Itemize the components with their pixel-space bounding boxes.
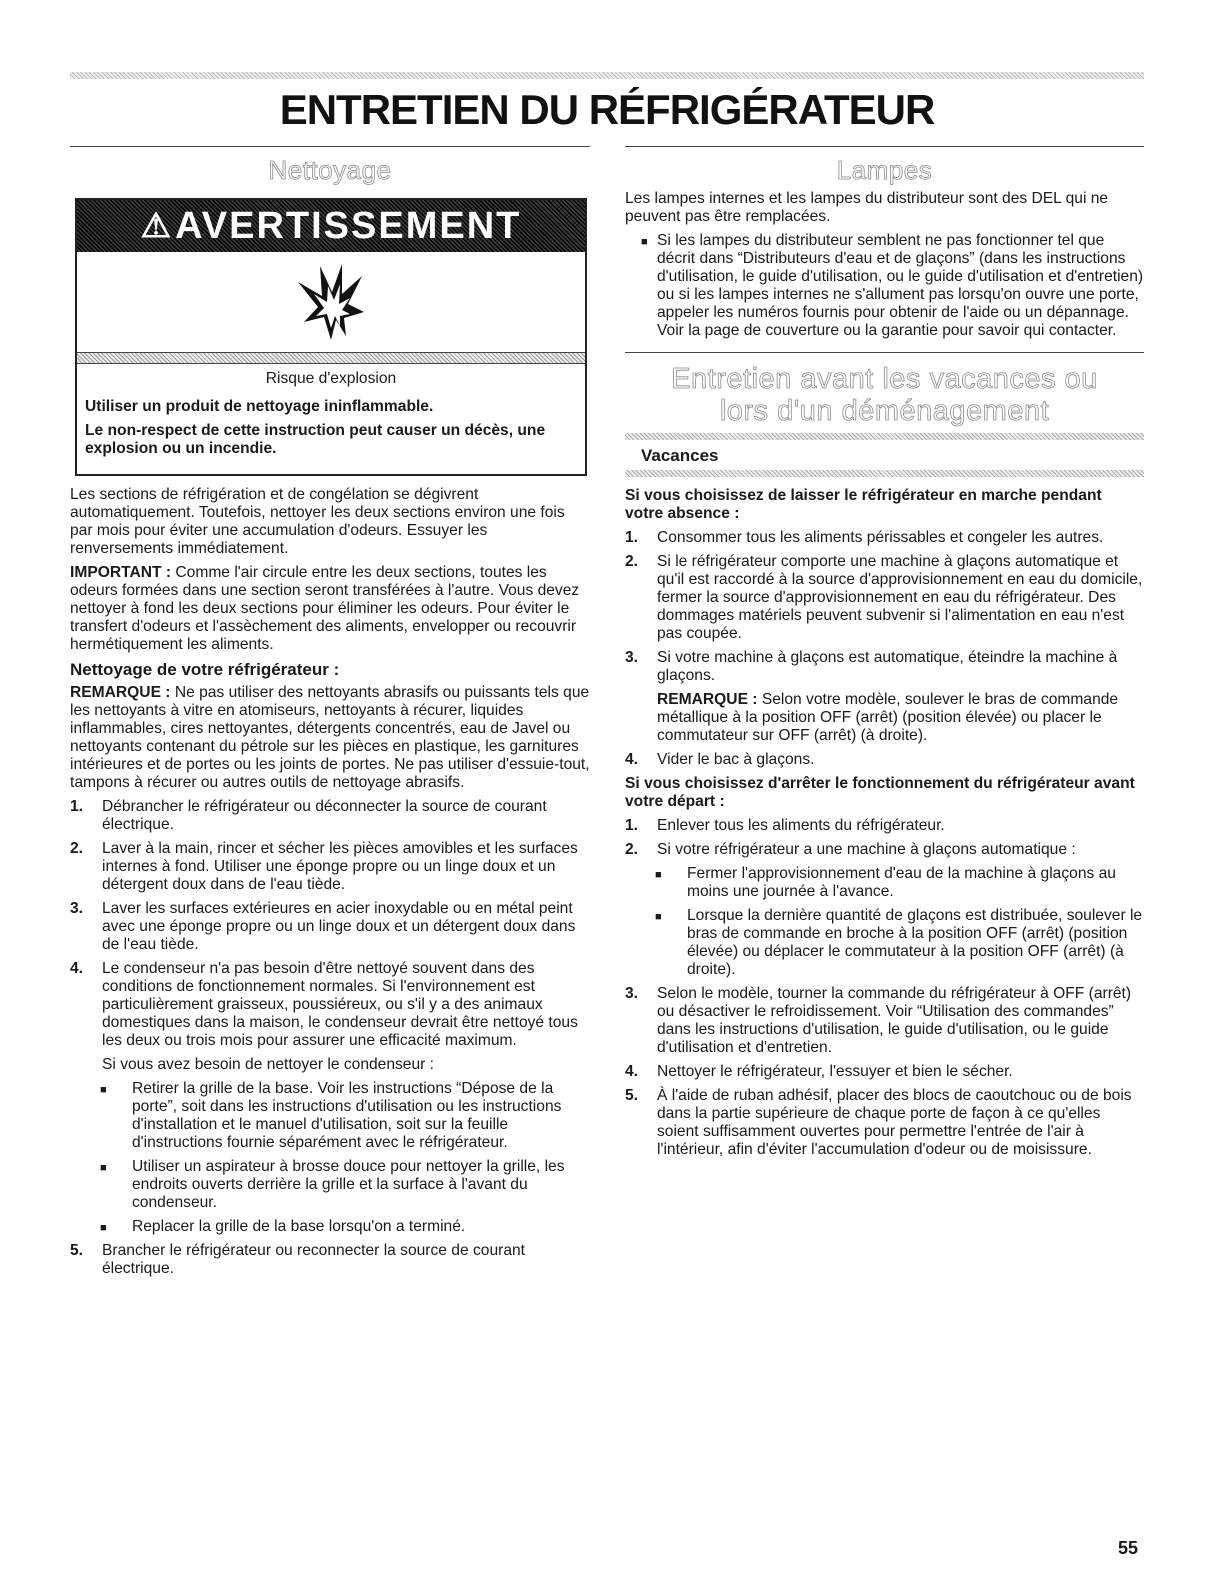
remarque-label: REMARQUE : (70, 684, 171, 701)
page-title: ENTRETIEN DU RÉFRIGÉRATEUR (279, 86, 935, 133)
step-number: 2. (625, 553, 639, 570)
important-label: IMPORTANT : (70, 564, 172, 581)
warning-risk: Risque d'explosion (265, 370, 397, 387)
step-text: Si votre réfrigérateur a une machine à glaçons automatique : (657, 841, 1076, 858)
cleaning-intro: Les sections de réfrigération et de congélation se dégivrent automatiquement. Toutefois, nettoyer les deux sections environ une fois par mois pour éviter une accumulation d'odeurs. Essuyer les renversements immédiatement. (70, 486, 565, 557)
stop-steps (625, 817, 1144, 859)
list-item (625, 841, 1144, 859)
step-text: Laver à la main, rincer et sécher les pièces amovibles et les surfaces internes à fond. Utiliser une éponge propre ou un linge doux et un détergent doux dans de l'eau tiède. (102, 840, 578, 893)
list-item (625, 751, 1144, 769)
top-pattern-bar (70, 72, 1144, 79)
remarque-text: Selon votre modèle, soulever le bras de commande métallique à la position OFF (arrêt) (position élevée) ou placer le commutateur sur OFF (arrêt) (à droite). (657, 691, 1119, 744)
step-text: Si votre machine à glaçons est automatique, éteindre la machine à glaçons. (657, 649, 1118, 684)
section-heading-nettoyage: Nettoyage (268, 155, 392, 185)
warning-box (75, 198, 587, 476)
heading-line-2: lors d'un déménagement (719, 395, 1050, 427)
important-text: Comme l'air circule entre les deux sections, toutes les odeurs formées dans une section seront transférées à l'autre. Vous devez nettoyer à fond les deux sections pour éliminer les odeurs. Pour éviter le transfert d'odeurs et l'assèchement des aliments, envelopper ou recouvrir hermétiquement les aliments. (70, 564, 580, 653)
left-column (70, 146, 590, 1284)
list-item (625, 985, 1144, 1057)
lamps-bullets (625, 232, 1144, 340)
list-item (70, 960, 590, 1050)
step-text: Débrancher le réfrigérateur ou déconnecter la source de courant électrique. (102, 798, 547, 833)
heading-line-1: Entretien avant les vacances ou (671, 363, 1098, 395)
section-heading-vacances (625, 363, 1144, 427)
divider (70, 146, 590, 147)
step-number: 1. (70, 798, 84, 815)
warning-line-1: Utiliser un produit de nettoyage ininflammable. (85, 398, 434, 415)
step-number: 3. (70, 900, 84, 917)
list-item: ■ Utiliser un aspirateur à brosse douce pour nettoyer la grille, les endroits ouverts derrière la grille et la surface à l'avant du condenseur. (70, 1158, 590, 1212)
warning-line-2: Le non-respect de cette instruction peut causer un décès, une explosion ou un incendie. (85, 422, 546, 457)
cleaning-steps (70, 798, 590, 1050)
step-number: 1. (625, 529, 639, 546)
cleaning-step-5 (70, 1242, 590, 1278)
list-item (70, 798, 590, 834)
list-item (70, 840, 590, 894)
step-number: 3. (625, 649, 639, 666)
step-text: Consommer tous les aliments périssables et congeler les autres. (657, 529, 1104, 546)
step-number: 2. (70, 840, 84, 857)
pattern-band (625, 470, 1144, 477)
step-number: 1. (625, 817, 639, 834)
list-item (625, 817, 1144, 835)
lamps-intro: Les lampes internes et les lampes du distributeur sont des DEL qui ne peuvent pas être remplacées. (625, 190, 1109, 225)
step-text: Brancher le réfrigérateur ou reconnecter la source de courant électrique. (102, 1242, 525, 1277)
step-text: Enlever tous les aliments du réfrigérateur. (657, 817, 945, 834)
warning-header (77, 200, 585, 252)
list-item (625, 529, 1144, 547)
step-number: 4. (625, 751, 639, 768)
run-steps (625, 529, 1144, 685)
run-heading: Si vous choisissez de laisser le réfrigérateur en marche pendant votre absence : (625, 487, 1102, 522)
step-text: À l'aide de ruban adhésif, placer des blocs de caoutchouc ou de bois dans la partie supérieure de chaque porte de façon à ce qu'elles soient suffisamment ouvertes pour permettre l'entrée de l'air à l'intérieur, afin d'éviter l'accumulation d'odeur ou de moisissure. (657, 1087, 1132, 1158)
step-number: 3. (625, 985, 639, 1002)
remarque-label: REMARQUE : (657, 691, 758, 708)
important-note (70, 564, 590, 654)
divider (625, 146, 1144, 147)
step-number: 5. (70, 1242, 84, 1259)
stop-heading: Si vous choisissez d'arrêter le fonctionnement du réfrigérateur avant votre départ : (625, 775, 1135, 810)
condenser-bullets (70, 1080, 590, 1236)
step-text: Vider le bac à glaçons. (657, 751, 815, 768)
list-item: ■ Si les lampes du distributeur semblent ne pas fonctionner tel que décrit dans “Distributeurs d'eau et de glaçons” (dans les instructions d'utilisation, le guide d'utilisation, ou le guide d'utilisation et d'entretien) ou si les lampes internes ne s'allument pas lorsqu'on ouvre une porte, appeler les numéros fournis pour obtenir de l'aide ou un dépannage. Voir la page de couverture ou la garantie pour savoir qui contacter. (625, 232, 1144, 340)
page-number: 55 (1118, 1538, 1139, 1558)
right-column (625, 146, 1144, 1165)
step-text: Le condenseur n'a pas besoin d'être nettoyé souvent dans des conditions de fonctionnement normales. Si l'environnement est particulièrement graisseux, poussiéreux, ou s'il y a des animaux domestiques dans la maison, le condenseur devrait être nettoyé tous les deux ou trois mois pour assurer une efficacité maximum. (102, 960, 578, 1049)
warning-triangle-icon: ⚠ (140, 207, 174, 245)
step-number: 4. (70, 960, 84, 977)
list-item (70, 1242, 590, 1278)
warning-body (77, 364, 585, 474)
list-item (625, 1063, 1144, 1081)
step-number: 4. (625, 1063, 639, 1080)
pattern-band (625, 433, 1144, 440)
list-item: ■ Lorsque la dernière quantité de glaçons est distribuée, soulever le bras de commande en broche à la position OFF (arrêt) (position élevée) ou déplacer le commutateur à la position OFF (arrêt) (à droite). (625, 907, 1144, 979)
step-number: 2. (625, 841, 639, 858)
section-heading-lampes: Lampes (836, 155, 933, 185)
step-number: 5. (625, 1087, 639, 1104)
explosion-icon (77, 252, 585, 352)
step-text: Si le réfrigérateur comporte une machine à glaçons automatique et qu'il est raccordé à la source d'approvisionnement en eau du domicile, fermer la source d'approvisionnement en eau du réfrigérateur. Des dommages matériels peuvent subvenir si l'alimentation en eau n'est pas coupée. (657, 553, 1143, 642)
run-step-4 (625, 751, 1144, 769)
list-item (625, 1087, 1144, 1159)
divider (625, 352, 1144, 353)
list-item (625, 649, 1144, 685)
warning-separator (77, 352, 585, 364)
run-remarque (625, 691, 1144, 745)
list-item: ■ Retirer la grille de la base. Voir les instructions “Dépose de la porte”, soit dans les instructions d'utilisation ou les instructions d'installation et le manuel d'utilisation, soit sur la feuille d'instructions fournie séparément avec le réfrigérateur. (70, 1080, 590, 1152)
stop-bullets (625, 865, 1144, 979)
warning-label: AVERTISSEMENT (175, 204, 522, 247)
stop-steps-rest (625, 985, 1144, 1159)
step-text: Laver les surfaces extérieures en acier inoxydable ou en métal peint avec une éponge propre ou un linge doux et un détergent doux dans de l'eau tiède. (102, 900, 576, 953)
vacances-title: Vacances (641, 446, 719, 465)
sub-heading-cleaning: Nettoyage de votre réfrigérateur : (70, 660, 340, 679)
step-text: Selon le modèle, tourner la commande du réfrigérateur à OFF (arrêt) ou désactiver le refroidissement. Voir “Utilisation des commandes” dans les instructions d'utilisation, le guide d'utilisation, ou le guide d'utilisation et d'entretien. (657, 985, 1132, 1056)
condenser-intro: Si vous avez besoin de nettoyer le condenseur : (102, 1056, 435, 1073)
list-item: ■ Replacer la grille de la base lorsqu'on a terminé. (70, 1218, 590, 1236)
list-item: ■ Fermer l'approvisionnement d'eau de la machine à glaçons au moins une journée à l'avance. (625, 865, 1144, 901)
remarque-text: Ne pas utiliser des nettoyants abrasifs ou puissants tels que les nettoyants à vitre en atomiseurs, nettoyants à récurer, liquides inflammables, cires nettoyantes, détergents concentrés, eau de Javel ou nettoyants contenant du pétrole sur les pièces en plastique, les garnitures intérieures et de portes ou les joints de portes. Ne pas utiliser d'essuie-tout, tampons à récurer ou autres outils de nettoyage abrasifs. (70, 684, 590, 791)
list-item (625, 553, 1144, 643)
list-item (70, 900, 590, 954)
remarque-note (70, 684, 590, 792)
step-text: Nettoyer le réfrigérateur, l'essuyer et bien le sécher. (657, 1063, 1013, 1080)
